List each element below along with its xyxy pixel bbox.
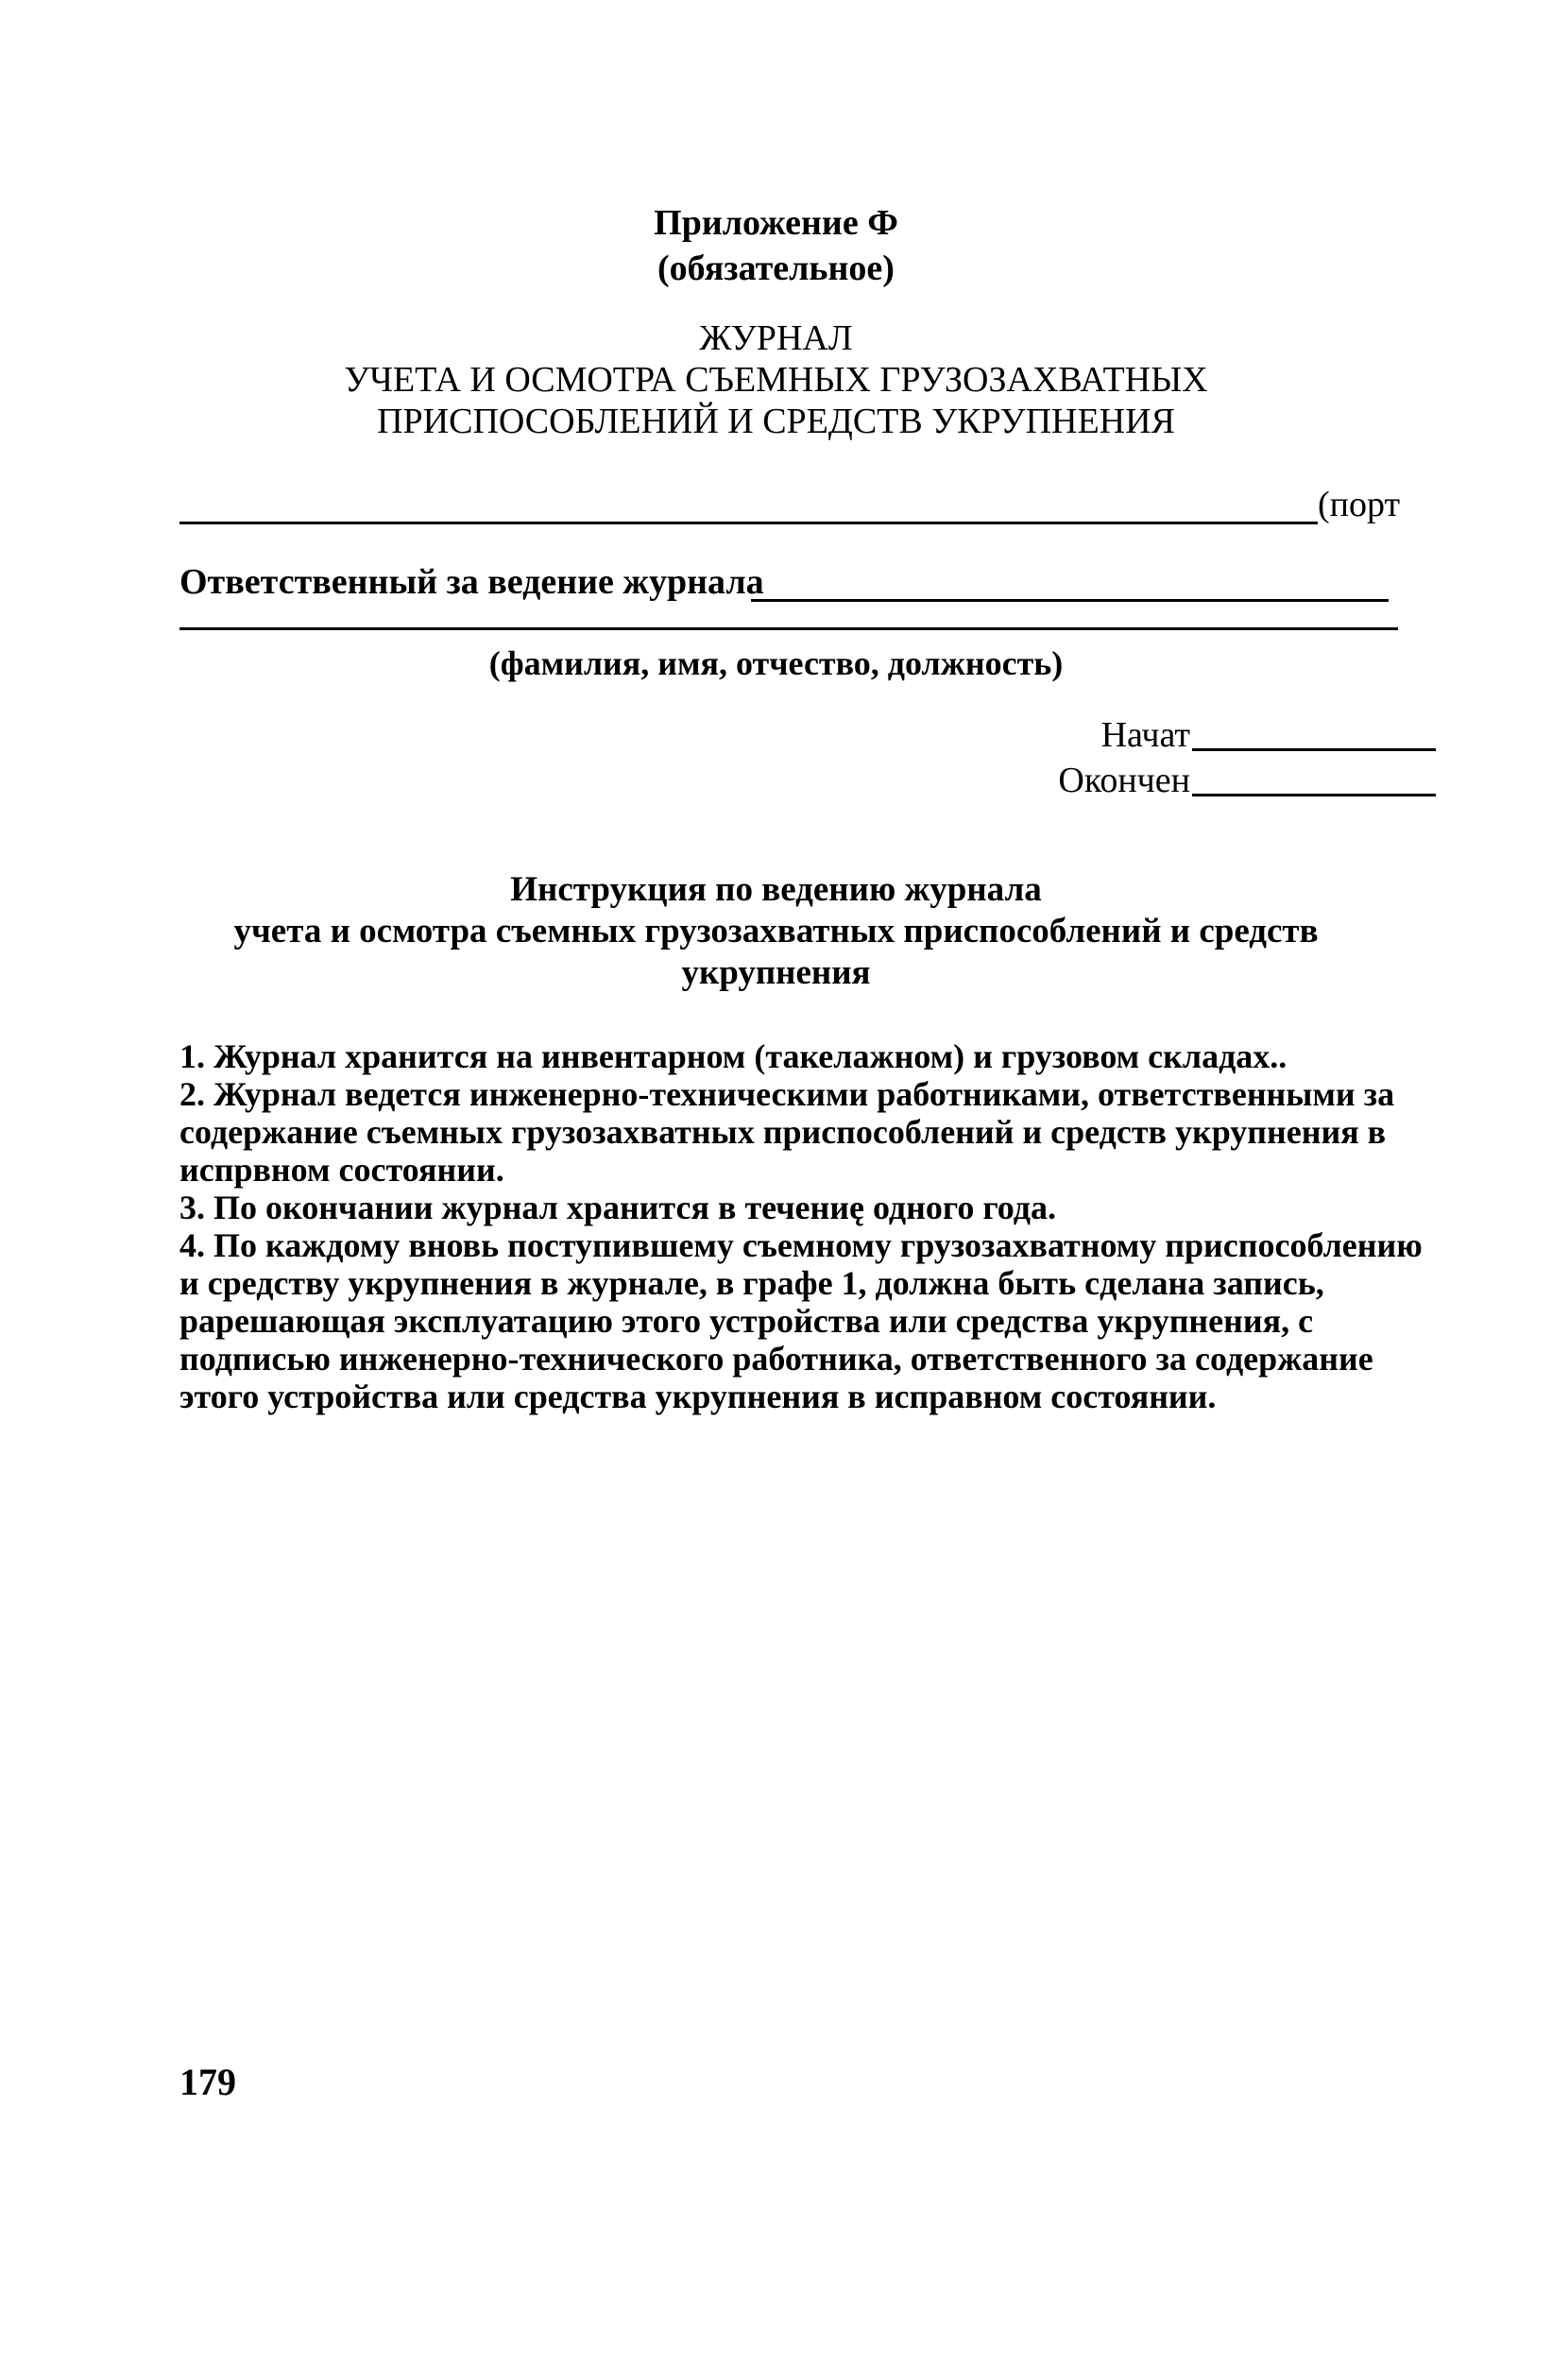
appendix-heading <box>0 200 1552 291</box>
responsible-blank-line-2 <box>179 627 1398 630</box>
appendix-title: Приложение Ф <box>654 203 898 243</box>
responsible-hint: (фамилия, имя, отчество, должность) <box>488 644 1064 682</box>
started-label: Начат <box>1100 715 1190 755</box>
instruction-item-3: 3. По окончании журнал хранится в течениę одного года. <box>179 1189 1056 1226</box>
responsible-label: Ответственный за ведение журнала <box>179 562 764 602</box>
instruction-heading <box>0 869 1552 994</box>
finished-field <box>1030 760 1436 805</box>
date-fields <box>1030 714 1436 805</box>
port-label: (порт <box>1318 485 1401 524</box>
appendix-status: (обязательное) <box>657 248 895 288</box>
finished-label: Окончен <box>1058 761 1190 800</box>
instruction-heading-line-3: укрупнения <box>681 953 871 992</box>
started-blank-line <box>1192 748 1436 751</box>
journal-title-line-1: ЖУРНАЛ <box>699 318 853 358</box>
port-blank-line <box>179 522 1318 524</box>
instruction-heading-line-2: учета и осмотра съемных грузозахватных приспособлений и средств <box>233 912 1319 950</box>
port-field <box>179 484 1401 531</box>
responsible-field <box>179 561 1398 608</box>
journal-title <box>0 317 1552 442</box>
instruction-item-1: 1. Журнал хранится на инвентарном (такелажном) и грузовом складах.. <box>179 1037 1288 1075</box>
instruction-heading-line-1: Инструкция по ведению журнала <box>510 870 1042 909</box>
journal-title-line-3: ПРИСПОСОБЛЕНИЙ И СРЕДСТВ УКРУПНЕНИЯ <box>377 402 1175 441</box>
responsible-blank-line <box>751 599 1389 602</box>
page-number: 179 <box>179 2061 236 2103</box>
journal-title-line-2: УЧЕТА И ОСМОТРА СЪЕМНЫХ ГРУЗОЗАХВАТНЫХ <box>344 360 1208 400</box>
started-field <box>1030 714 1436 760</box>
instruction-list <box>179 1037 1426 1415</box>
finished-blank-line <box>1192 794 1436 796</box>
instruction-item-4: 4. По каждому вновь поступившему съемному грузозахватному приспособлению и средству укрупнения в журнале, в графе 1, должна быть сделана запись, рарешающая эксплуатацию этого устройства или средства укрупнения, с подписью инженерно-технического работника, ответственного за содержание этого устройства или средства укрупнения в исправном состоянии. <box>179 1226 1423 1415</box>
instruction-item-2: 2. Журнал ведется инженерно-техническими работниками, ответственными за содержание съемных грузозахватных приспособлений и средств укрупнения в испрвном состоянии. <box>179 1075 1395 1189</box>
